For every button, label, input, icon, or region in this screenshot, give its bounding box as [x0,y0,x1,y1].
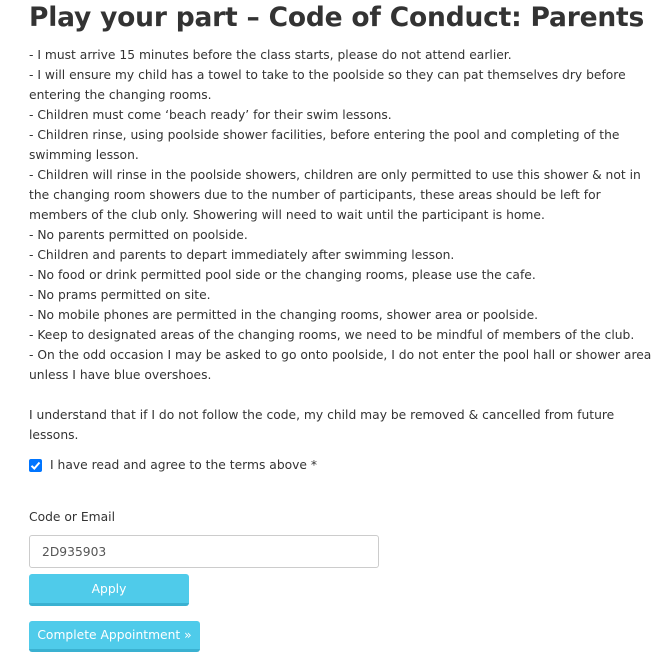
term-item: - Children rinse, using poolside shower facilities, before entering the pool and completing of the swimming lesson. [29,128,620,162]
term-item: - I must arrive 15 minutes before the class starts, please do not attend earlier. [29,48,512,62]
term-item: - No mobile phones are permitted in the changing rooms, shower area or poolside. [29,308,539,322]
term-item: - No parents permitted on poolside. [29,228,248,242]
complete-appointment-button[interactable]: Complete Appointment » [29,621,200,652]
terms-list [29,45,658,445]
agree-terms-text: I have read and agree to the terms above [50,458,307,472]
page-title: Play your part – Code of Conduct: Parents [29,2,645,33]
agree-terms-row[interactable] [29,455,317,475]
required-marker: * [310,458,318,472]
apply-button[interactable]: Apply [29,574,189,606]
term-item: - No prams permitted on site. [29,288,211,302]
agree-terms-label[interactable] [50,458,317,472]
understand-statement: I understand that if I do not follow the code, my child may be removed & cancelled from future lessons. [29,408,615,442]
term-item: - No food or drink permitted pool side or the changing rooms, please use the cafe. [29,268,536,282]
term-item: - Children and parents to depart immediately after swimming lesson. [29,248,455,262]
checkmark-icon [30,460,41,471]
code-or-email-input[interactable] [29,535,379,568]
term-item: - Children will rinse in the poolside showers, children are only permitted to use this shower & not in the changing room showers due to the number of participants, these areas should be left for members of the club only. Showering will need to wait until the participant is home. [29,168,641,222]
code-or-email-label: Code or Email [29,510,115,524]
term-item: - On the odd occasion I may be asked to go onto poolside, I do not enter the pool hall or shower area unless I have blue overshoes. [29,348,652,382]
term-item: - Children must come ‘beach ready’ for their swim lessons. [29,108,392,122]
term-item: - Keep to designated areas of the changing rooms, we need to be mindful of members of the club. [29,328,635,342]
term-item: - I will ensure my child has a towel to take to the poolside so they can pat themselves dry before entering the changing rooms. [29,68,626,102]
agree-terms-checkbox[interactable] [29,459,42,472]
